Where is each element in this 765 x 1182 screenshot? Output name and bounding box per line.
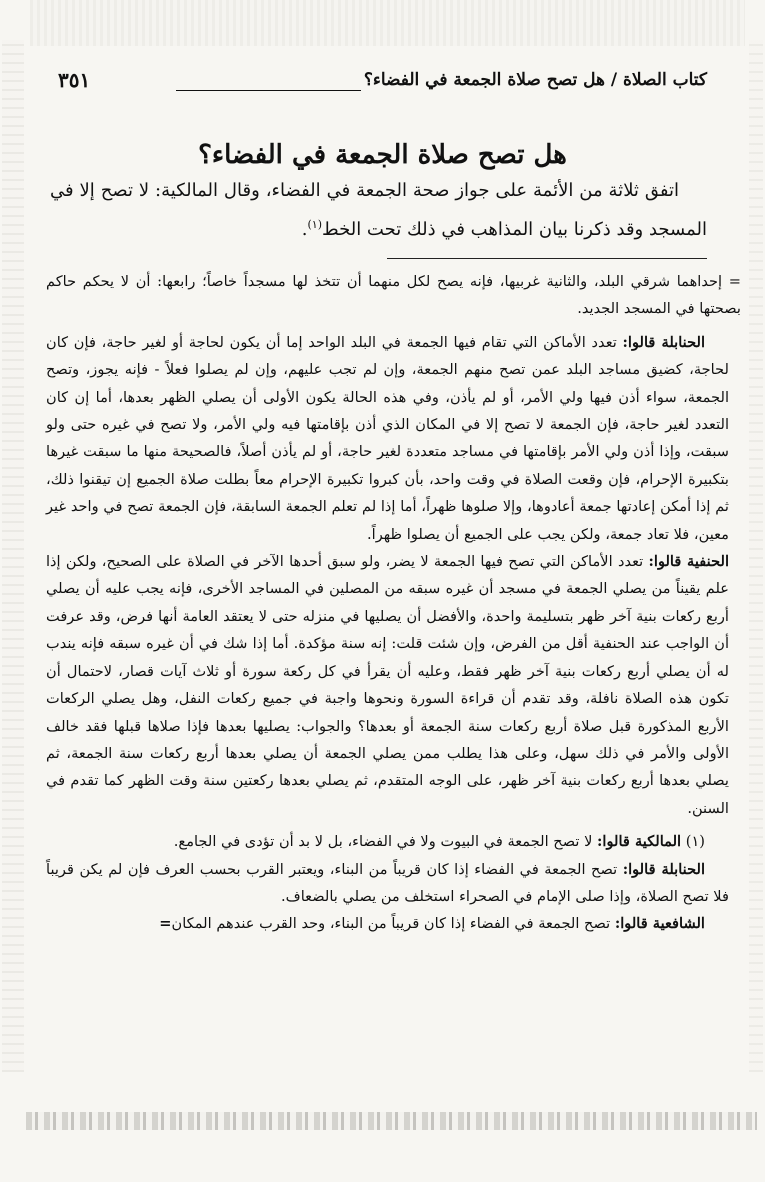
page-number: ٣٥١ xyxy=(58,68,91,92)
chapter-title: هل تصح صلاة الجمعة في الفضاء؟ xyxy=(198,140,567,171)
note-hanafiyya-text: تعدد الأماكن التي تصح فيها الجمعة لا يضر، ولو سبق أحدها الآخر في الصلاة على الصحيح، ولكن إذا علم يقيناً من يصلي الجمعة في مسجد أن غيره سبقه من المصلين في المساجد الأخرى، فإنه يجب عليه أن يصلي أربع ركعات بنية آخر ظهر بتسليمة واحدة، والأفضل أن يصليها في منزله حتى لا يعتقد العامة أنها فرض، وقد عرفت أن الواجب عند الحنفية أقل من الفرض، وإن شئت قلت: إنه سنة مؤكدة. أما إذا شك في أن غيره سبقه فإنه يندب له أن يصلي أربع ركعات بنية آخر ظهر فقط، وعليه أن يقرأ في كل ركعة سورة أو ثلاث آيات قصار، لاحتمال أن تكون هذه الصلاة نافلة، وقد تقدم أن قراءة السورة ونحوها واجبة في جميع ركعات النفل، وهل يصلي الركعات الأربع المذكورة قبل صلاة أربع ركعات سنة الجمعة أو بعدها؟ والجواب: يصليها بعدها فإذا صلاها قبلها فقد خالف الأولى والأمر في ذلك سهل، وعلى هذا يطلب ممن يصلي الجمعة أن يصلي بعدها أربع ركعات سنة الجمعة، ثم يصلي بعدها أربع ركعات بنية آخر ظهر، على الوجه المتقدم، ثم يصلي بعدها ركعتين سنة وقت الظهر كما تقدم في السنن. xyxy=(46,553,729,817)
scan-edge-right xyxy=(749,40,763,1072)
header-rule xyxy=(176,90,361,91)
note-maliki xyxy=(46,828,729,855)
note-shafiiyya-text: تصح الجمعة في الفضاء إذا كان قريباً من البناء، وحد القرب عندهم المكان xyxy=(171,915,611,933)
note-hanabila-2-label: الحنابلة قالوا: xyxy=(622,860,705,878)
note-shafiiyya-label: الشافعية قالوا: xyxy=(614,915,705,933)
note-hanabila-label: الحنابلة قالوا: xyxy=(622,333,706,351)
note-hanabila-2-text: تصح الجمعة في الفضاء إذا كان قريباً من البناء، ويعتبر القرب بحسب العرف فإن لم يكن قريباً فلا تصح الصلاة، وإذا صلى الإمام في الصحراء استخلف من يصلي بالضعاف. xyxy=(46,860,729,905)
note-hanafiyya-label: الحنفية قالوا: xyxy=(648,553,729,571)
continuation-mark: = xyxy=(159,915,172,933)
page-header xyxy=(58,68,707,100)
note-hanabila-2 xyxy=(46,856,729,911)
intro-paragraph xyxy=(50,174,707,247)
scan-edge-left xyxy=(2,40,24,1072)
running-head: كتاب الصلاة / هل تصح صلاة الجمعة في الفضاء؟ xyxy=(363,70,707,90)
note-continued xyxy=(46,268,741,323)
intro-text: اتفق ثلاثة من الأئمة على جواز صحة الجمعة في الفضاء، وقال المالكية: لا تصح إلا في المسجد وقد ذكرنا بيان المذاهب في ذلك تحت الخط xyxy=(50,180,707,240)
note-hanafiyya xyxy=(46,548,729,822)
note-maliki-number: (١) xyxy=(685,833,705,851)
scan-edge-bottom xyxy=(26,1112,757,1130)
note-continued-text: = إحداهما شرقي البلد، والثانية غربيها، فإنه يصح لكل منهما أن تتخذ لها مسجداً خاصاً؛ رابعها: أن لا يحكم حاكم بصحتها في المسجد الجديد. xyxy=(46,273,741,318)
note-maliki-text: لا تصح الجمعة في البيوت ولا في الفضاء، بل لا بد أن تؤدى في الجامع. xyxy=(173,833,593,851)
footnotes xyxy=(46,268,741,1096)
intro-end: . xyxy=(301,219,308,240)
note-hanabila-text: تعدد الأماكن التي تقام فيها الجمعة في البلد الواحد إما أن يكون لحاجة أو لغير حاجة، فإن كان لحاجة، كضيق مساجد البلد عمن تصح منهم الجمعة، وإن لم تجب عليهم، وإن لم يصلوا فعلاً - فإنه يجوز، وتصح الجمعة، سواء أذن فيها ولي الأمر، أو لم يأذن، وفي هذه الحالة يكون الأولى أن يصلي الظهر بعدها، أما إن كان التعدد لغير حاجة، فإن الجمعة لا تصح إلا في المكان الذي أذن بإقامتها فيه ولي الأمر، ولا تصح في غيره حتى ولو سبقت، وإذا أذن ولي الأمر بإقامتها في مساجد متعددة لغير حاجة، أو لم يأذن أصلاً، فالصحيحة منها ما سبقت غيرها بتكبيرة الإحرام، فإن وقعت الصلاة في وقت واحد، بأن كبروا تكبيرة الإحرام معاً بطلت صلاة الجميع إن تيقنوا ذلك، ثم إذا أمكن إعادتها جمعة أعادوها، وإلا صلوها ظهراً، أما إذا لم تعلم الجمعة السابقة، فإن الجمعة تصح في واحد غير معين، فلا تعاد جمعة، ولكن يجب على الجميع أن يصلوا ظهراً. xyxy=(46,333,729,543)
note-shafiiyya xyxy=(46,910,729,937)
scan-edge-top xyxy=(30,0,745,46)
note-maliki-label: المالكية قالوا: xyxy=(597,833,682,851)
footnote-divider xyxy=(387,258,707,259)
footnote-ref: (١) xyxy=(307,218,323,231)
note-hanabila xyxy=(46,329,729,548)
